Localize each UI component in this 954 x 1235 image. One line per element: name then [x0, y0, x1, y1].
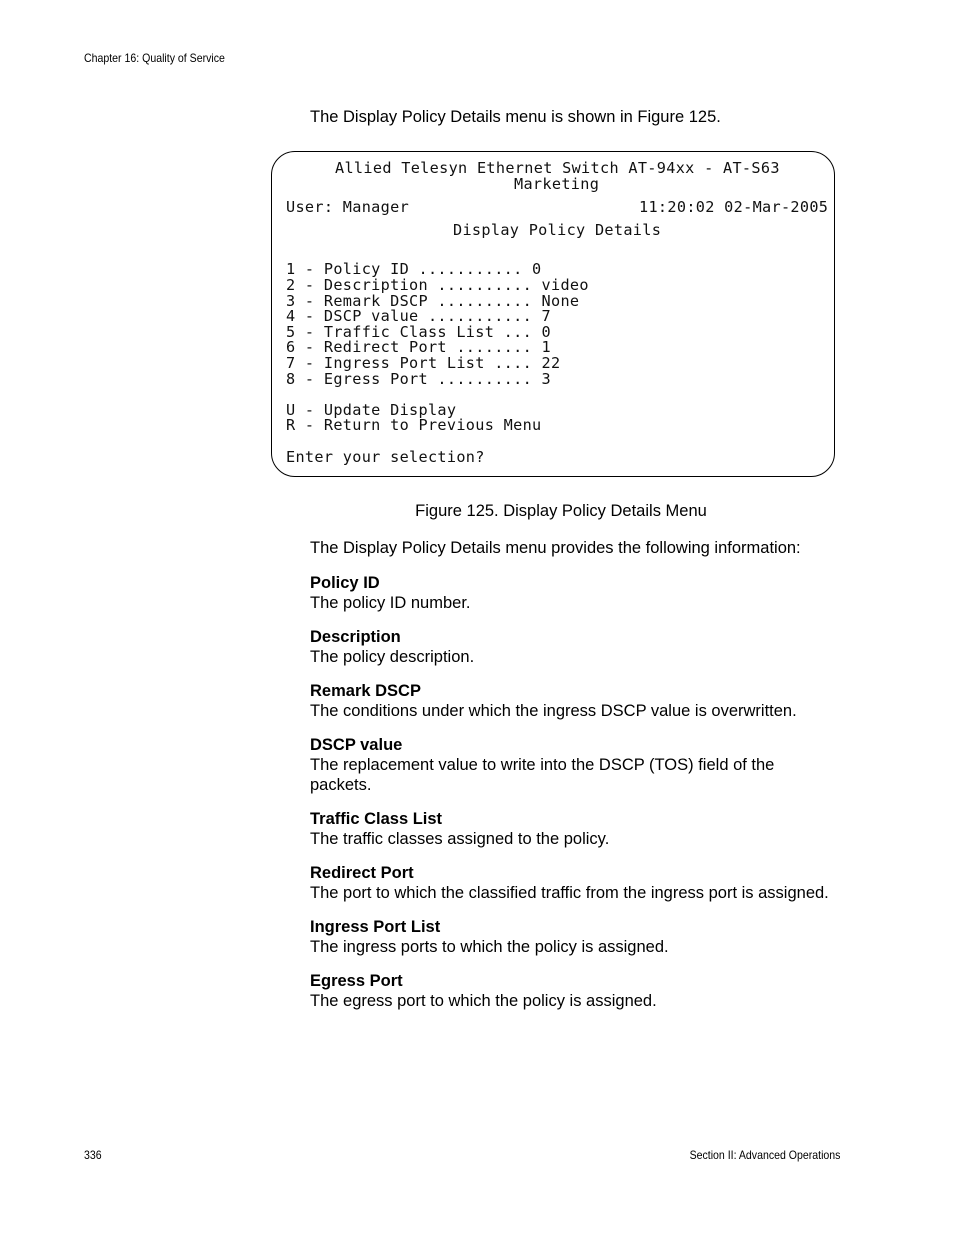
definition-item: [310, 627, 830, 667]
selection-prompt[interactable]: Enter your selection?: [286, 448, 485, 466]
definition-description: The ingress ports to which the policy is assigned.: [310, 938, 669, 956]
menu-item-ingress-port-list[interactable]: 7 - Ingress Port List .... 22: [286, 354, 561, 372]
lead-text: The Display Policy Details menu provides the following information:: [310, 539, 801, 557]
definition-item: [310, 735, 830, 795]
terminal-title-line2: Marketing: [514, 175, 600, 193]
definition-description: The traffic classes assigned to the policy.: [310, 830, 610, 848]
menu-item-remark-dscp[interactable]: 3 - Remark DSCP .......... None: [286, 292, 580, 310]
definition-description: The egress port to which the policy is assigned.: [310, 992, 657, 1010]
definition-description: The policy description.: [310, 648, 475, 666]
menu-item-dscp-value[interactable]: 4 - DSCP value ........... 7: [286, 307, 551, 325]
terminal-datetime: 11:20:02 02-Mar-2005: [639, 198, 829, 216]
intro-text: The Display Policy Details menu is shown in Figure 125.: [310, 108, 721, 126]
definition-term: Policy ID: [310, 574, 380, 592]
menu-option-update-display[interactable]: U - Update Display: [286, 401, 457, 419]
definition-item: [310, 863, 830, 903]
definition-term: Egress Port: [310, 972, 403, 990]
menu-item-policy-id[interactable]: 1 - Policy ID ........... 0: [286, 260, 542, 278]
definition-term: Description: [310, 628, 401, 646]
terminal-menu-title: Display Policy Details: [453, 221, 662, 239]
definition-item: [310, 573, 830, 613]
figure-caption: Figure 125. Display Policy Details Menu: [415, 502, 707, 520]
definition-description: The policy ID number.: [310, 594, 471, 612]
definition-term: Redirect Port: [310, 864, 414, 882]
terminal-title-line1: Allied Telesyn Ethernet Switch AT-94xx - AT-S63: [335, 159, 780, 177]
section-footer: Section II: Advanced Operations: [689, 1148, 840, 1162]
menu-item-description[interactable]: 2 - Description .......... video: [286, 276, 589, 294]
terminal-user: User: Manager: [286, 198, 410, 216]
page-number: 336: [84, 1148, 102, 1162]
menu-option-return[interactable]: R - Return to Previous Menu: [286, 416, 542, 434]
definition-term: Ingress Port List: [310, 918, 441, 936]
definition-description: The conditions under which the ingress DSCP value is overwritten.: [310, 702, 797, 720]
definition-list: [310, 573, 830, 1025]
definition-term: Remark DSCP: [310, 682, 421, 700]
chapter-header: Chapter 16: Quality of Service: [84, 51, 225, 65]
definition-item: [310, 917, 830, 957]
definition-term: DSCP value: [310, 736, 403, 754]
menu-item-redirect-port[interactable]: 6 - Redirect Port ........ 1: [286, 338, 551, 356]
definition-description: The replacement value to write into the DSCP (TOS) field of the packets.: [310, 756, 775, 794]
definition-term: Traffic Class List: [310, 810, 443, 828]
menu-item-traffic-class-list[interactable]: 5 - Traffic Class List ... 0: [286, 323, 551, 341]
menu-item-egress-port[interactable]: 8 - Egress Port .......... 3: [286, 370, 551, 388]
definition-item: [310, 809, 830, 849]
terminal-screen: [271, 151, 835, 477]
definition-item: [310, 681, 830, 721]
definition-item: [310, 971, 830, 1011]
definition-description: The port to which the classified traffic from the ingress port is assigned.: [310, 884, 829, 902]
